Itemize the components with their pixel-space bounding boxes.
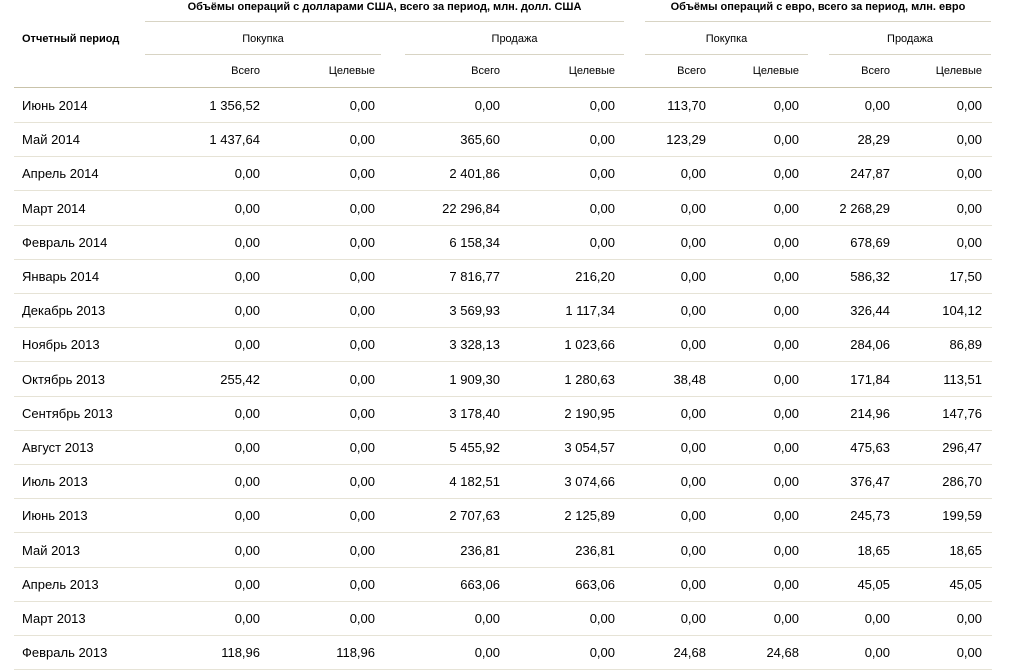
eur-sell-target-cell: 0,00	[956, 166, 982, 182]
usd-buy-total-cell: 0,00	[234, 200, 260, 216]
table-row	[14, 191, 992, 226]
table-row	[14, 362, 992, 397]
usd-buy-target-cell: 0,00	[349, 542, 375, 558]
table-row	[14, 156, 992, 191]
table-row	[14, 259, 992, 294]
eur-sell-total-cell: 0,00	[864, 645, 890, 661]
eur-buy-target-cell: 0,00	[773, 474, 799, 490]
period-cell: Сентябрь 2013	[22, 405, 113, 421]
usd-sell-target-cell: 0,00	[589, 98, 615, 113]
eur-sell-header: Продажа	[887, 33, 933, 45]
eur-sell-total-cell: 247,87	[850, 166, 890, 182]
eur-buy-total-cell: 0,00	[680, 611, 706, 626]
usd-sell-total-cell: 0,00	[474, 611, 500, 626]
usd-sell-target-header: Целевые	[568, 65, 615, 77]
usd-buy-total-cell: 0,00	[234, 303, 260, 319]
eur-sell-total-cell: 284,06	[850, 337, 890, 353]
period-cell: Ноябрь 2013	[22, 337, 100, 353]
usd-sell-header: Продажа	[491, 33, 538, 45]
usd-buy-total-cell: 0,00	[234, 576, 260, 592]
usd-buy-total-cell: 0,00	[234, 166, 260, 182]
eur-sell-total-cell: 586,32	[850, 269, 890, 284]
usd-sell-target-cell: 0,00	[589, 132, 615, 148]
eur-sell-target-cell: 0,00	[956, 98, 982, 113]
table-row	[14, 533, 992, 568]
usd-sell-total-cell: 236,81	[460, 542, 500, 558]
eur-sell-total-cell: 214,96	[850, 405, 890, 421]
usd-buy-target-cell: 0,00	[349, 303, 375, 319]
usd-sell-target-cell: 0,00	[589, 200, 615, 216]
usd-buy-total-cell: 0,00	[234, 440, 260, 455]
eur-sell-total-cell: 475,63	[850, 440, 890, 455]
eur-buy-total-cell: 0,00	[680, 440, 706, 455]
usd-sell-target-cell: 2 190,95	[564, 405, 615, 421]
eur-buy-total-cell: 0,00	[680, 576, 706, 592]
usd-sell-target-cell: 0,00	[589, 166, 615, 182]
eur-buy-header: Покупка	[705, 33, 748, 45]
usd-buy-total-cell: 0,00	[234, 508, 260, 524]
table-row	[14, 122, 992, 157]
period-cell: Январь 2014	[22, 269, 100, 284]
usd-buy-rule	[145, 54, 381, 55]
usd-buy-target-cell: 0,00	[349, 576, 375, 592]
usd-buy-target-cell: 0,00	[349, 405, 375, 421]
period-cell: Декабрь 2013	[22, 303, 106, 319]
eur-buy-target-cell: 0,00	[773, 166, 799, 182]
eur-buy-target-cell: 0,00	[773, 440, 799, 455]
eur-sell-target-cell: 0,00	[956, 645, 982, 661]
eur-buy-total-cell: 0,00	[680, 405, 706, 421]
usd-buy-target-cell: 0,00	[349, 611, 375, 626]
eur-sell-target-cell: 0,00	[956, 200, 982, 216]
eur-sell-rule	[829, 54, 991, 55]
usd-buy-header: Покупка	[242, 33, 284, 45]
usd-buy-total-header: Всего	[231, 65, 260, 77]
eur-buy-total-cell: 24,68	[673, 645, 706, 661]
eur-buy-target-header: Целевые	[752, 65, 799, 77]
usd-buy-total-cell: 1 356,52	[209, 98, 260, 113]
eur-buy-target-cell: 0,00	[773, 508, 799, 524]
eur-sell-target-header: Целевые	[935, 65, 982, 77]
usd-sell-total-cell: 2 401,86	[449, 166, 500, 182]
period-cell: Август 2013	[22, 440, 94, 455]
usd-sell-total-cell: 2 707,63	[449, 508, 500, 524]
usd-sell-target-cell: 3 074,66	[564, 474, 615, 490]
eur-buy-total-cell: 0,00	[680, 166, 706, 182]
table-row	[14, 498, 992, 533]
period-cell: Июль 2013	[22, 474, 88, 490]
table-row	[14, 327, 992, 362]
eur-sell-target-cell: 0,00	[956, 234, 982, 250]
period-cell: Июнь 2013	[22, 508, 88, 524]
period-cell: Март 2013	[22, 611, 86, 626]
eur-buy-target-cell: 0,00	[773, 303, 799, 319]
eur-sell-total-cell: 0,00	[864, 98, 890, 113]
usd-sell-target-cell: 3 054,57	[564, 440, 615, 455]
eur-sell-target-cell: 199,59	[942, 508, 982, 524]
eur-sell-total-cell: 2 268,29	[839, 200, 890, 216]
period-cell: Апрель 2014	[22, 166, 99, 182]
usd-buy-target-cell: 0,00	[349, 337, 375, 353]
usd-sell-total-cell: 3 328,13	[449, 337, 500, 353]
table-row	[14, 567, 992, 602]
usd-sell-target-cell: 1 280,63	[564, 371, 615, 387]
table-row	[14, 88, 992, 123]
period-cell: Март 2014	[22, 200, 86, 216]
eur-buy-target-cell: 0,00	[773, 200, 799, 216]
eur-buy-target-cell: 0,00	[773, 405, 799, 421]
eur-group-header: Объёмы операций с евро, всего за период, млн. евро	[670, 1, 966, 13]
eur-buy-total-cell: 113,70	[667, 98, 706, 113]
eur-buy-target-cell: 0,00	[773, 576, 799, 592]
usd-sell-target-cell: 0,00	[589, 645, 615, 661]
eur-buy-total-cell: 0,00	[680, 269, 706, 284]
usd-sell-total-cell: 7 816,77	[449, 269, 500, 284]
eur-buy-total-cell: 123,29	[666, 132, 706, 148]
usd-sell-total-cell: 4 182,51	[449, 474, 500, 490]
period-cell: Октябрь 2013	[22, 371, 105, 387]
usd-sell-total-header: Всего	[471, 65, 500, 77]
table-row	[14, 430, 992, 465]
eur-buy-total-cell: 0,00	[680, 542, 706, 558]
usd-buy-total-cell: 255,42	[220, 371, 260, 387]
period-cell: Февраль 2013	[22, 645, 108, 661]
table-row	[14, 293, 992, 328]
period-column-header: Отчетный период	[22, 33, 120, 45]
usd-sell-target-cell: 663,06	[575, 576, 615, 592]
eur-buy-total-header: Всего	[677, 65, 706, 77]
usd-sell-total-cell: 0,00	[474, 645, 500, 661]
usd-buy-total-cell: 1 437,64	[209, 132, 260, 148]
eur-sell-target-cell: 86,89	[949, 337, 982, 353]
usd-buy-target-cell: 0,00	[349, 132, 375, 148]
eur-buy-total-cell: 0,00	[680, 337, 706, 353]
usd-buy-target-cell: 0,00	[349, 166, 375, 182]
eur-buy-total-cell: 0,00	[680, 200, 706, 216]
eur-sell-total-cell: 45,05	[857, 576, 890, 592]
usd-buy-total-cell: 118,96	[221, 645, 260, 661]
eur-buy-rule	[645, 54, 808, 55]
eur-buy-target-cell: 0,00	[773, 269, 799, 284]
eur-group-rule	[645, 21, 991, 22]
eur-buy-target-cell: 24,68	[766, 645, 799, 661]
usd-buy-target-cell: 0,00	[349, 371, 375, 387]
table-row	[14, 396, 992, 431]
eur-sell-target-cell: 18,65	[949, 542, 982, 558]
eur-buy-total-cell: 0,00	[680, 303, 706, 319]
eur-sell-target-cell: 147,76	[942, 405, 982, 421]
eur-buy-target-cell: 0,00	[773, 542, 799, 558]
eur-sell-target-cell: 104,12	[942, 303, 982, 319]
eur-buy-target-cell: 0,00	[773, 234, 799, 250]
usd-buy-target-cell: 118,96	[336, 645, 375, 661]
usd-buy-target-cell: 0,00	[349, 98, 375, 113]
table-row	[14, 601, 992, 636]
usd-buy-target-cell: 0,00	[349, 200, 375, 216]
usd-buy-target-cell: 0,00	[349, 474, 375, 490]
usd-sell-target-cell: 216,20	[575, 269, 615, 284]
eur-buy-total-cell: 0,00	[680, 474, 706, 490]
usd-buy-total-cell: 0,00	[234, 405, 260, 421]
eur-buy-total-cell: 38,48	[673, 371, 706, 387]
usd-sell-total-cell: 5 455,92	[449, 440, 500, 455]
eur-buy-target-cell: 0,00	[773, 132, 799, 148]
usd-buy-target-cell: 0,00	[349, 269, 375, 284]
usd-sell-target-cell: 0,00	[589, 234, 615, 250]
usd-sell-total-cell: 1 909,30	[449, 371, 500, 387]
usd-sell-target-cell: 236,81	[575, 542, 615, 558]
usd-buy-target-cell: 0,00	[349, 234, 375, 250]
eur-buy-total-cell: 0,00	[680, 234, 706, 250]
usd-group-rule	[145, 21, 624, 22]
eur-buy-target-cell: 0,00	[773, 337, 799, 353]
period-cell: Февраль 2014	[22, 234, 108, 250]
eur-sell-total-cell: 245,73	[850, 508, 890, 524]
usd-buy-total-cell: 0,00	[234, 269, 260, 284]
eur-buy-target-cell: 0,00	[773, 371, 799, 387]
usd-buy-total-cell: 0,00	[234, 474, 260, 490]
usd-sell-total-cell: 3 569,93	[449, 303, 500, 319]
usd-group-header: Объёмы операций с долларами США, всего за период, млн. долл. США	[187, 1, 582, 13]
eur-sell-total-cell: 28,29	[857, 132, 890, 148]
usd-buy-target-cell: 0,00	[349, 508, 375, 524]
eur-sell-target-cell: 286,70	[942, 474, 982, 490]
period-cell: Апрель 2013	[22, 576, 99, 592]
eur-sell-target-cell: 113,51	[943, 371, 982, 387]
eur-sell-target-cell: 17,50	[949, 269, 982, 284]
usd-sell-total-cell: 0,00	[474, 98, 500, 113]
eur-sell-target-cell: 0,00	[956, 132, 982, 148]
usd-buy-total-cell: 0,00	[234, 337, 260, 353]
eur-sell-total-cell: 326,44	[850, 303, 890, 319]
period-cell: Май 2014	[22, 132, 80, 148]
usd-sell-target-cell: 1 023,66	[564, 337, 615, 353]
usd-sell-target-cell: 0,00	[589, 611, 615, 626]
eur-sell-total-cell: 0,00	[864, 611, 890, 626]
usd-sell-rule	[405, 54, 624, 55]
usd-sell-total-cell: 6 158,34	[449, 234, 500, 250]
usd-sell-target-cell: 1 117,34	[565, 303, 615, 319]
usd-buy-total-cell: 0,00	[234, 234, 260, 250]
eur-buy-target-cell: 0,00	[773, 98, 799, 113]
eur-sell-total-cell: 18,65	[857, 542, 890, 558]
table-row	[14, 225, 992, 260]
eur-sell-total-cell: 376,47	[850, 474, 890, 490]
usd-buy-target-header: Целевые	[328, 65, 375, 77]
usd-sell-total-cell: 663,06	[460, 576, 500, 592]
usd-sell-total-cell: 365,60	[460, 132, 500, 148]
usd-sell-total-cell: 3 178,40	[449, 405, 500, 421]
usd-sell-target-cell: 2 125,89	[564, 508, 615, 524]
eur-buy-total-cell: 0,00	[680, 508, 706, 524]
eur-sell-total-cell: 171,84	[850, 371, 890, 387]
table-row	[14, 464, 992, 499]
eur-buy-target-cell: 0,00	[773, 611, 799, 626]
period-cell: Июнь 2014	[22, 98, 88, 113]
period-cell: Май 2013	[22, 542, 80, 558]
usd-buy-total-cell: 0,00	[234, 542, 260, 558]
eur-sell-total-header: Всего	[861, 65, 890, 77]
usd-sell-total-cell: 22 296,84	[442, 200, 500, 216]
eur-sell-target-cell: 45,05	[949, 576, 982, 592]
usd-buy-total-cell: 0,00	[234, 611, 260, 626]
usd-buy-target-cell: 0,00	[349, 440, 375, 455]
eur-sell-total-cell: 678,69	[850, 234, 890, 250]
eur-sell-target-cell: 296,47	[942, 440, 982, 455]
table-row	[14, 635, 992, 670]
eur-sell-target-cell: 0,00	[956, 611, 982, 626]
